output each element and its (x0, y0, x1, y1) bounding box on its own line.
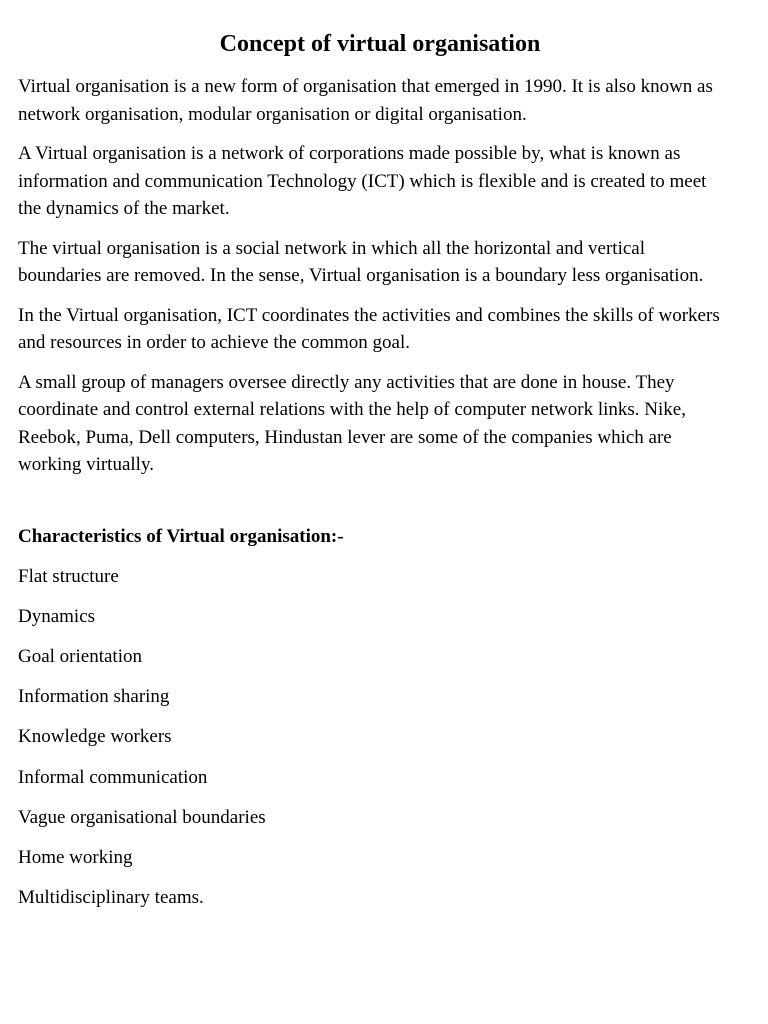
paragraph-intro: Virtual organisation is a new form of organisation that emerged in 1990. It is also known as network organisation, modular organisation or digital organisation. (18, 76, 713, 125)
characteristic-item: Flat structure (18, 565, 119, 587)
paragraph-social-network: The virtual organisation is a social network in which all the horizontal and vertical boundaries are removed. In the sense, Virtual organisation is a boundary less organisation. (18, 237, 704, 286)
characteristic-item: Multidisciplinary teams. (18, 887, 204, 909)
characteristic-item: Information sharing (18, 686, 170, 708)
paragraph-managers-examples: A small group of managers oversee directly any activities that are done in house. They coordinate and control external relations with the help of computer network links. Nike, Reebok, Puma, Dell computers, Hindustan lever are some of the companies which are working virtually. (18, 371, 686, 475)
document-title: Concept of virtual organisation (219, 31, 541, 57)
characteristics-heading: Characteristics of Virtual organisation:- (18, 525, 344, 547)
characteristic-item: Home working (18, 847, 133, 868)
characteristic-item: Vague organisational boundaries (18, 806, 266, 828)
characteristic-item: Informal communication (18, 766, 208, 788)
characteristics-list (18, 563, 728, 912)
characteristic-item: Knowledge workers (18, 726, 172, 748)
characteristic-item: Dynamics (18, 605, 96, 627)
paragraph-ict-coordination: In the Virtual organisation, ICT coordinates the activities and combines the skills of workers and resources in order to achieve the common goal. (18, 304, 720, 353)
paragraph-network-of-corporations: A Virtual organisation is a network of corporations made possible by, what is known as information and communication Technology (ICT) which is flexible and is created to meet the dynamics of the market. (18, 143, 707, 219)
characteristic-item: Goal orientation (18, 646, 142, 668)
